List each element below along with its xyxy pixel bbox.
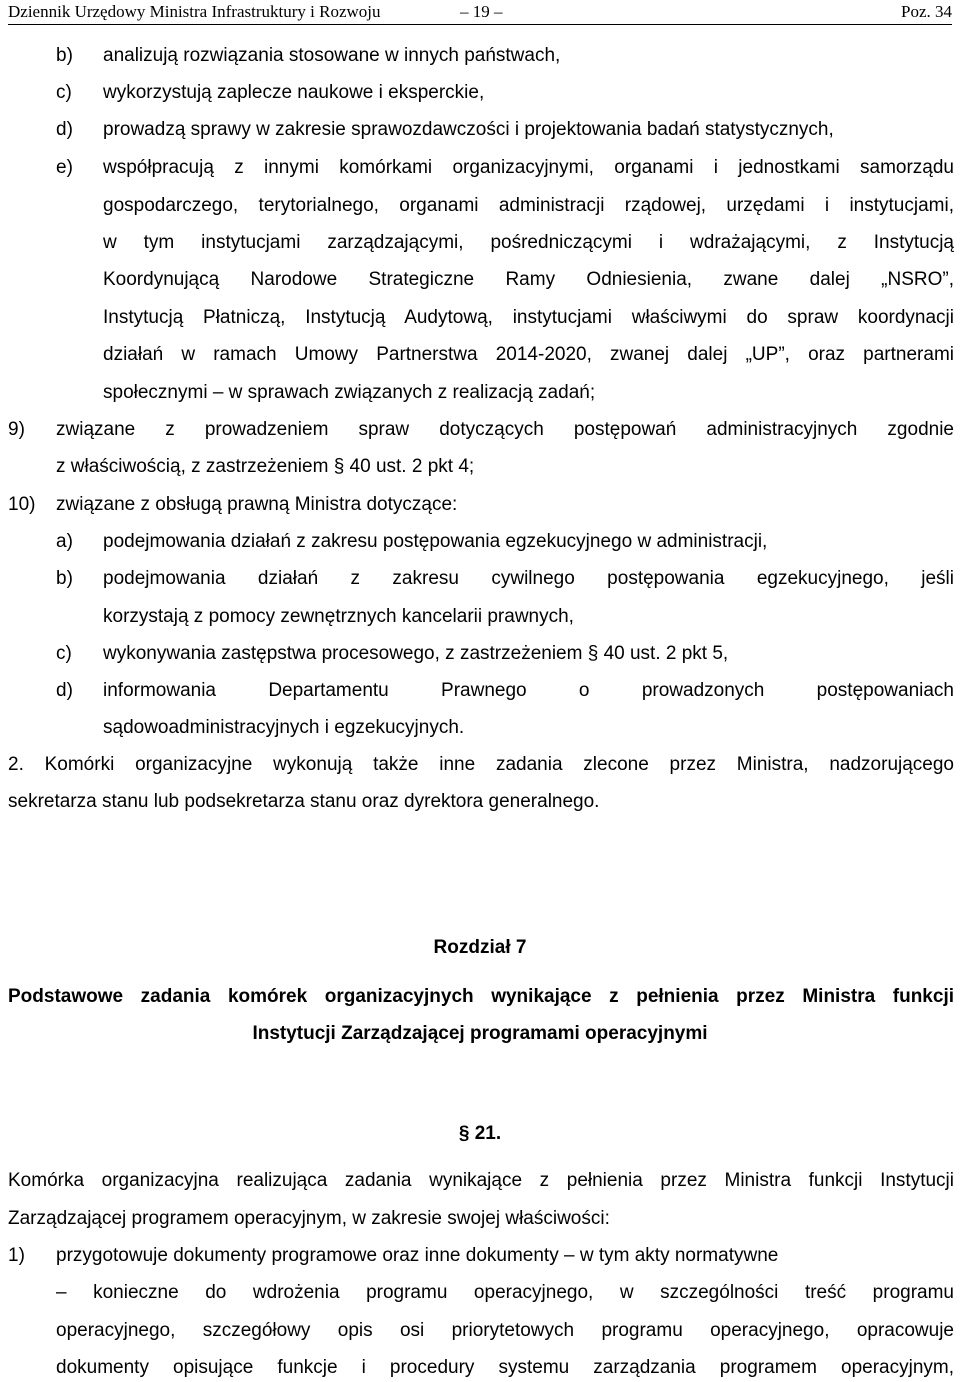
list-item bbox=[0, 530, 960, 554]
list-marker: c) bbox=[56, 643, 72, 664]
paragraph-line: korzystają z pomocy zewnętrznych kancelarii prawnych, bbox=[103, 606, 574, 627]
text-line bbox=[0, 231, 960, 255]
chapter-title: Rozdział 7 bbox=[433, 937, 527, 958]
list-item bbox=[0, 493, 960, 517]
paragraph-line: 2. Komórki organizacyjne wykonują także inne zadania zlecone przez Ministra, nadzorującego bbox=[8, 754, 954, 775]
list-item bbox=[0, 642, 960, 666]
list-item bbox=[0, 1244, 960, 1268]
list-marker: d) bbox=[56, 680, 73, 701]
chapter-heading bbox=[0, 985, 960, 1009]
list-marker: 1) bbox=[8, 1245, 25, 1266]
text-line bbox=[0, 716, 960, 740]
list-marker: b) bbox=[56, 568, 73, 589]
paragraph-line: Zarządzającej programem operacyjnym, w zakresie swojej właściwości: bbox=[8, 1208, 610, 1229]
text-line bbox=[0, 1281, 960, 1305]
list-item bbox=[0, 156, 960, 180]
text-line bbox=[0, 1319, 960, 1343]
page-header bbox=[8, 2, 952, 25]
list-item bbox=[0, 118, 960, 142]
paragraph-line: Komórka organizacyjna realizująca zadania wynikające z pełnienia przez Ministra funkcji Instytucji bbox=[8, 1170, 954, 1191]
paragraph-line: – konieczne do wdrożenia programu operacyjnego, w szczególności treść programu bbox=[56, 1282, 954, 1303]
list-item-text: wykonywania zastępstwa procesowego, z zastrzeżeniem § 40 ust. 2 pkt 5, bbox=[103, 643, 729, 664]
chapter-heading-line: Podstawowe zadania komórek organizacyjnych wynikające z pełnienia przez Ministra funkcji bbox=[8, 986, 954, 1007]
list-item bbox=[0, 418, 960, 442]
list-item-text: związane z prowadzeniem spraw dotyczących postępowań administracyjnych zgodnie bbox=[56, 419, 954, 440]
text-line bbox=[0, 268, 960, 292]
paragraph-line: Instytucją Płatniczą, Instytucją Audytową, instytucjami właściwymi do spraw koordynacji bbox=[103, 307, 954, 328]
list-marker: d) bbox=[56, 119, 73, 140]
position-number: Poz. 34 bbox=[901, 2, 952, 21]
paragraph-line: dokumenty opisujące funkcje i procedury systemu zarządzania programem operacyjnym, bbox=[56, 1357, 954, 1378]
text-line bbox=[0, 194, 960, 218]
text-line bbox=[0, 1169, 960, 1193]
chapter-heading-line: Instytucji Zarządzającej programami operacyjnymi bbox=[252, 1023, 708, 1044]
list-item-text: informowania Departamentu Prawnego o prowadzonych postępowaniach bbox=[103, 680, 954, 701]
text-line bbox=[0, 790, 960, 814]
list-item-text: podejmowania działań z zakresu cywilnego postępowania egzekucyjnego, jeśli bbox=[103, 568, 954, 589]
list-item-text: podejmowania działań z zakresu postępowania egzekucyjnego w administracji, bbox=[103, 531, 768, 552]
paragraph-line: w tym instytucjami zarządzającymi, pośredniczącymi i wdrażającymi, z Instytucją bbox=[103, 232, 954, 253]
paragraph-line: Koordynującą Narodowe Strategiczne Ramy Odniesienia, zwane dalej „NSRO”, bbox=[103, 269, 954, 290]
list-item bbox=[0, 81, 960, 105]
text-line bbox=[0, 1356, 960, 1380]
paragraph-line: z właściwością, z zastrzeżeniem § 40 ust. 2 pkt 4; bbox=[56, 456, 475, 477]
paragraph-line: działań w ramach Umowy Partnerstwa 2014-2020, zwanej dalej „UP”, oraz partnerami bbox=[103, 344, 954, 365]
list-marker: b) bbox=[56, 45, 73, 66]
page-number: – 19 – bbox=[460, 2, 503, 21]
list-item-text: wykorzystują zaplecze naukowe i eksperckie, bbox=[103, 82, 485, 103]
list-marker: c) bbox=[56, 82, 72, 103]
paragraph-line: sądowoadministracyjnych i egzekucyjnych. bbox=[103, 717, 465, 738]
paragraph-line: gospodarczego, terytorialnego, organami administracji rządowej, urzędami i instytucjami, bbox=[103, 195, 954, 216]
list-item bbox=[0, 567, 960, 591]
text-line bbox=[0, 343, 960, 367]
text-line bbox=[0, 753, 960, 777]
list-item bbox=[0, 679, 960, 703]
text-line bbox=[0, 605, 960, 629]
journal-title: Dziennik Urzędowy Ministra Infrastruktury i Rozwoju bbox=[8, 2, 381, 21]
text-line bbox=[0, 1207, 960, 1231]
text-line bbox=[0, 455, 960, 479]
list-marker: 9) bbox=[8, 419, 25, 440]
list-item-text: analizują rozwiązania stosowane w innych państwach, bbox=[103, 45, 561, 66]
list-marker: a) bbox=[56, 531, 73, 552]
paragraph-line: sekretarza stanu lub podsekretarza stanu oraz dyrektora generalnego. bbox=[8, 791, 600, 812]
list-item-text: współpracują z innymi komórkami organizacyjnymi, organami i jednostkami samorządu bbox=[103, 157, 954, 178]
text-line bbox=[0, 306, 960, 330]
section-number: § 21. bbox=[458, 1123, 502, 1144]
list-item-text: związane z obsługą prawną Ministra dotyczące: bbox=[56, 494, 458, 515]
paragraph-line: operacyjnego, szczegółowy opis osi priorytetowych programu operacyjnego, opracowuje bbox=[56, 1320, 954, 1341]
list-item-text: prowadzą sprawy w zakresie sprawozdawczości i projektowania badań statystycznych, bbox=[103, 119, 834, 140]
list-marker: e) bbox=[56, 157, 73, 178]
list-marker: 10) bbox=[8, 494, 36, 515]
text-line bbox=[0, 381, 960, 405]
list-item-text: przygotowuje dokumenty programowe oraz inne dokumenty – w tym akty normatywne bbox=[56, 1245, 779, 1266]
paragraph-line: społecznymi – w sprawach związanych z realizacją zadań; bbox=[103, 382, 596, 403]
list-item bbox=[0, 44, 960, 68]
